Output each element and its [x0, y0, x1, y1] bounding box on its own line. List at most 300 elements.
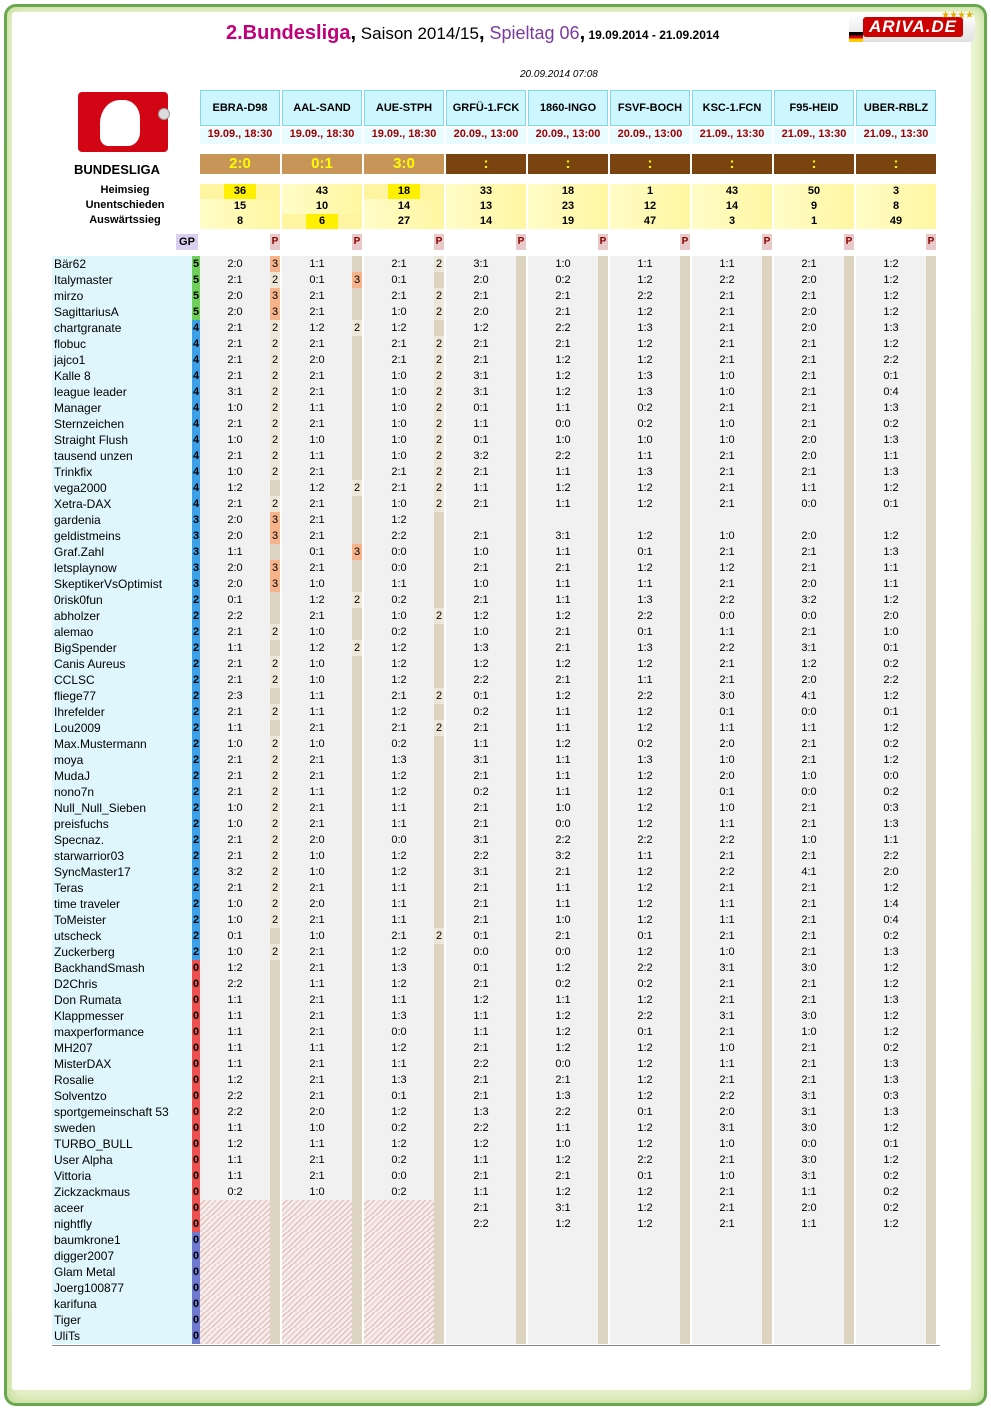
tip-points — [270, 1200, 280, 1216]
player-name[interactable]: CCLSC — [54, 673, 95, 687]
tip-value: 1:2 — [856, 1024, 926, 1040]
tip-cell — [282, 416, 362, 432]
tip-cell — [610, 928, 690, 944]
tip-points — [844, 1232, 854, 1248]
tip-cell — [200, 816, 280, 832]
tip-value: 2:0 — [200, 560, 270, 576]
tip-points — [434, 624, 444, 640]
tip-points — [270, 480, 280, 496]
tip-cell — [692, 1232, 772, 1248]
tip-cell — [446, 480, 526, 496]
player-name[interactable]: TURBO_BULL — [54, 1137, 133, 1151]
tip-cell — [200, 912, 280, 928]
tip-value: 1:3 — [364, 1072, 434, 1088]
tip-cell — [692, 304, 772, 320]
tip-points — [926, 560, 936, 576]
tip-value: 2:1 — [446, 976, 516, 992]
tip-cell — [200, 368, 280, 384]
tip-cell — [200, 1072, 280, 1088]
tip-value: 2:1 — [774, 368, 844, 384]
tip-value: 2:1 — [200, 752, 270, 768]
tip-cell — [856, 608, 936, 624]
player-name[interactable]: Ihrefelder — [54, 705, 105, 719]
tip-value: 1:2 — [364, 784, 434, 800]
tip-value: 1:0 — [692, 384, 762, 400]
tip-cell — [528, 256, 608, 272]
tip-value — [856, 1264, 926, 1280]
tip-cell — [528, 1328, 608, 1344]
player-name[interactable]: mirzo — [54, 289, 84, 303]
tip-value: 1:2 — [610, 528, 680, 544]
tip-points — [352, 1312, 362, 1328]
player-name[interactable]: Solventzo — [54, 1089, 107, 1103]
tip-points — [270, 720, 280, 736]
tip-points — [598, 912, 608, 928]
tip-cell — [774, 320, 854, 336]
match-team-pair[interactable]: F95-HEID — [774, 90, 854, 126]
tip-value: 2:0 — [774, 272, 844, 288]
tip-value: 2:1 — [774, 800, 844, 816]
tip-points — [762, 1200, 772, 1216]
tip-cell — [692, 1264, 772, 1280]
tip-value: 2:1 — [446, 880, 516, 896]
tip-cell — [200, 432, 280, 448]
player-name[interactable]: gardenia — [54, 513, 101, 527]
player-name[interactable]: nono7n — [54, 785, 95, 799]
tip-value: 1:2 — [200, 960, 270, 976]
tip-points — [844, 608, 854, 624]
tip-value: 0:1 — [856, 640, 926, 656]
tip-value: 1:2 — [610, 272, 680, 288]
player-name[interactable]: Teras — [54, 881, 84, 895]
tip-value: 0:4 — [856, 912, 926, 928]
tip-value — [446, 1312, 516, 1328]
tip-cell — [200, 288, 280, 304]
player-name[interactable]: Xetra-DAX — [54, 497, 112, 511]
tip-value: 2:1 — [282, 1008, 352, 1024]
tip-cell — [282, 1328, 362, 1344]
match-kickoff: 20.09., 13:00 — [610, 128, 690, 144]
player-gp: 3 — [192, 578, 200, 590]
tip-value: 2:0 — [774, 672, 844, 688]
tip-points — [762, 368, 772, 384]
tip-value: 2:1 — [692, 992, 762, 1008]
tip-value — [856, 1296, 926, 1312]
tip-value: 0:0 — [774, 704, 844, 720]
player-name[interactable]: time traveler — [54, 897, 121, 911]
tip-value — [610, 512, 680, 528]
player-name[interactable]: MH207 — [54, 1041, 93, 1055]
tip-value: 2:1 — [446, 1088, 516, 1104]
player-name[interactable]: Sternzeichen — [54, 417, 125, 431]
tip-cell — [692, 1024, 772, 1040]
player-gp: 0 — [192, 1074, 200, 1086]
tip-value: 1:3 — [610, 368, 680, 384]
table-row — [52, 512, 940, 528]
tip-points — [762, 912, 772, 928]
tip-value: 1:0 — [774, 832, 844, 848]
tip-cell — [364, 928, 444, 944]
tip-value: 1:2 — [856, 752, 926, 768]
player-name[interactable]: Tiger — [54, 1313, 81, 1327]
tip-cell — [528, 1248, 608, 1264]
tip-value: 2:1 — [692, 496, 762, 512]
tip-cell — [446, 1280, 526, 1296]
player-name[interactable]: digger2007 — [54, 1249, 115, 1263]
tip-cell — [528, 448, 608, 464]
tip-cell — [692, 688, 772, 704]
tip-cell — [200, 1056, 280, 1072]
tip-value: 1:1 — [774, 480, 844, 496]
match-team-pair[interactable]: FSVF-BOCH — [610, 90, 690, 126]
player-name[interactable]: SkeptikerVsOptimist — [54, 577, 163, 591]
tip-cell — [364, 832, 444, 848]
tip-cell — [610, 1328, 690, 1344]
logo-word-a: BUNDES — [74, 162, 129, 177]
player-name[interactable]: aceer — [54, 1201, 85, 1215]
player-name[interactable]: Max.Mustermann — [54, 737, 147, 751]
player-gp: 0 — [192, 1154, 200, 1166]
tip-value: 1:1 — [528, 496, 598, 512]
tip-value: 1:3 — [610, 640, 680, 656]
tip-value: 1:2 — [610, 1120, 680, 1136]
tip-cell — [692, 800, 772, 816]
tip-points — [270, 1248, 280, 1264]
tip-cell — [692, 528, 772, 544]
count-away-win: 27 — [364, 214, 444, 229]
player-name[interactable]: abholzer — [54, 609, 101, 623]
tip-points — [598, 368, 608, 384]
tip-cell — [610, 704, 690, 720]
tip-value: 1:0 — [610, 432, 680, 448]
tip-points — [434, 1312, 444, 1328]
player-name[interactable]: Kalle 8 — [54, 369, 91, 383]
tip-points — [516, 512, 526, 528]
player-name[interactable]: utscheck — [54, 929, 102, 943]
tip-points: 2 — [271, 450, 279, 462]
tip-points — [680, 1328, 690, 1344]
tip-points — [926, 1072, 936, 1088]
tip-points — [844, 672, 854, 688]
tip-cell — [610, 1104, 690, 1120]
tip-cell — [446, 1024, 526, 1040]
tip-value: 1:1 — [364, 912, 434, 928]
player-name[interactable]: nightfly — [54, 1217, 93, 1231]
player-gp: 2 — [192, 898, 200, 910]
player-name[interactable]: vega2000 — [54, 481, 107, 495]
tip-points — [926, 1088, 936, 1104]
tip-value: 1:2 — [610, 896, 680, 912]
tip-points — [844, 1104, 854, 1120]
tip-value: 2:1 — [282, 464, 352, 480]
tip-points — [434, 1168, 444, 1184]
tip-cell — [364, 416, 444, 432]
match-team-pair[interactable]: EBRA-D98 — [200, 90, 280, 126]
match-team-pair[interactable]: UBER-RBLZ — [856, 90, 936, 126]
tip-points — [434, 1104, 444, 1120]
player-name[interactable]: ToMeister — [54, 913, 107, 927]
tip-points — [434, 704, 444, 720]
player-name[interactable]: sportgemeinschaft 53 — [54, 1105, 169, 1119]
match-kickoff: 21.09., 13:30 — [774, 128, 854, 144]
tip-value: 2:1 — [446, 336, 516, 352]
tip-cell — [446, 896, 526, 912]
player-name[interactable]: Manager — [54, 401, 102, 415]
tip-value: 2:0 — [200, 528, 270, 544]
player-gp: 3 — [192, 514, 200, 526]
tip-points: 2 — [271, 498, 279, 510]
tip-points — [270, 1136, 280, 1152]
tip-points — [598, 880, 608, 896]
tip-value: 2:1 — [774, 416, 844, 432]
player-gp: 0 — [192, 1250, 200, 1262]
tip-value: 1:2 — [200, 1072, 270, 1088]
tip-points — [598, 544, 608, 560]
player-name[interactable]: Vittoria — [54, 1169, 92, 1183]
tip-cell — [200, 464, 280, 480]
tip-value: 0:2 — [610, 400, 680, 416]
tip-value: 1:2 — [610, 304, 680, 320]
player-name[interactable]: jajco1 — [54, 353, 86, 367]
tip-cell — [610, 320, 690, 336]
tip-value: 2:1 — [282, 1072, 352, 1088]
tip-points — [598, 512, 608, 528]
player-name[interactable]: Null_Null_Sieben — [54, 801, 147, 815]
tip-points — [680, 1168, 690, 1184]
tip-cell — [856, 1040, 936, 1056]
player-name[interactable]: Straight Flush — [54, 433, 129, 447]
tip-points — [844, 832, 854, 848]
player-gp: 0 — [192, 1266, 200, 1278]
tip-cell — [200, 1200, 280, 1216]
tip-value: 2:2 — [692, 272, 762, 288]
player-name[interactable]: Rosalie — [54, 1073, 95, 1087]
player-name[interactable]: Zuckerberg — [54, 945, 115, 959]
tip-cell — [364, 464, 444, 480]
tip-value: 1:3 — [856, 944, 926, 960]
tip-cell — [692, 624, 772, 640]
table-row — [52, 960, 940, 976]
tip-points — [352, 1248, 362, 1264]
player-name[interactable]: Italymaster — [54, 273, 113, 287]
tip-cell — [446, 560, 526, 576]
player-name[interactable]: Trinkfix — [54, 465, 93, 479]
player-name[interactable]: Klappmesser — [54, 1009, 125, 1023]
player-name[interactable]: letsplaynow — [54, 561, 117, 575]
match-team-pair[interactable]: KSC-1.FCN — [692, 90, 772, 126]
tip-points — [762, 256, 772, 272]
match-kickoff: 20.09., 13:00 — [528, 128, 608, 144]
no-tip-hatch — [200, 1264, 270, 1280]
tip-points — [598, 1072, 608, 1088]
tip-cell — [364, 672, 444, 688]
tip-value: 1:1 — [856, 576, 926, 592]
tip-value: 2:0 — [200, 576, 270, 592]
tip-points: 2 — [435, 930, 443, 942]
count-draw: 15 — [200, 199, 280, 214]
tip-value: 1:0 — [282, 624, 352, 640]
tip-points — [926, 480, 936, 496]
tip-points — [680, 784, 690, 800]
player-name[interactable]: SagittariusA — [54, 305, 119, 319]
player-name[interactable]: maxperformance — [54, 1025, 145, 1039]
count-draw: 8 — [856, 199, 936, 214]
tip-cell — [692, 816, 772, 832]
tip-cell — [610, 336, 690, 352]
player-gp: 5 — [192, 306, 200, 318]
player-name[interactable]: preisfuchs — [54, 817, 109, 831]
player-name[interactable]: User Alpha — [54, 1153, 113, 1167]
player-name[interactable]: starwarrior03 — [54, 849, 125, 863]
player-name[interactable]: Specnaz. — [54, 833, 105, 847]
tip-cell — [692, 336, 772, 352]
tip-points: 2 — [271, 274, 279, 286]
tip-points — [680, 1056, 690, 1072]
player-name[interactable]: fliege77 — [54, 689, 97, 703]
tip-cell — [528, 352, 608, 368]
tip-cell — [774, 880, 854, 896]
tip-cell — [856, 1056, 936, 1072]
player-name[interactable]: moya — [54, 753, 84, 767]
tip-points: 2 — [435, 610, 443, 622]
player-name[interactable]: SyncMaster17 — [54, 865, 131, 879]
tip-cell — [200, 976, 280, 992]
tip-points — [680, 400, 690, 416]
tip-value: 0:2 — [200, 1184, 270, 1200]
ariva-logo[interactable] — [849, 10, 975, 42]
tip-points — [762, 480, 772, 496]
tip-points — [844, 496, 854, 512]
tip-points — [844, 432, 854, 448]
tip-cell — [528, 560, 608, 576]
tip-value: 0:1 — [282, 272, 352, 288]
player-name[interactable]: league leader — [54, 385, 127, 399]
count-draw: 13 — [446, 199, 526, 214]
player-name[interactable]: D2Chris — [54, 977, 98, 991]
tip-points — [352, 912, 362, 928]
tip-points — [926, 992, 936, 1008]
tip-value: 2:1 — [446, 1200, 516, 1216]
player-name[interactable]: chartgranate — [54, 321, 122, 335]
tip-points: 2 — [271, 354, 279, 366]
player-name[interactable]: Lou2009 — [54, 721, 101, 735]
table-row — [52, 864, 940, 880]
player-name[interactable]: karifuna — [54, 1297, 97, 1311]
tip-value: 1:2 — [528, 1040, 598, 1056]
tip-points — [926, 848, 936, 864]
player-name[interactable]: sweden — [54, 1121, 96, 1135]
player-name[interactable]: Don Rumata — [54, 993, 122, 1007]
tip-cell — [364, 512, 444, 528]
player-name[interactable]: Canis Aureus — [54, 657, 126, 671]
tip-points — [516, 288, 526, 304]
tip-points — [926, 1216, 936, 1232]
tip-value: 2:2 — [856, 848, 926, 864]
player-silhouette-icon — [100, 100, 140, 146]
match-team-pair[interactable]: GRFÜ-1.FCK — [446, 90, 526, 126]
tip-cell — [446, 496, 526, 512]
player-name[interactable]: BigSpender — [54, 641, 117, 655]
match-team-pair[interactable]: AUE-STPH — [364, 90, 444, 126]
logo-word-b: LIGA — [128, 162, 160, 177]
tip-value: 1:2 — [856, 1216, 926, 1232]
tip-points — [762, 848, 772, 864]
tip-cell — [856, 1296, 936, 1312]
player-name[interactable]: Joerg100877 — [54, 1281, 125, 1295]
player-name[interactable]: baumkrone1 — [54, 1233, 121, 1247]
player-name[interactable]: Bär62 — [54, 257, 87, 271]
tip-cell — [856, 672, 936, 688]
tip-points — [352, 1008, 362, 1024]
tip-value: 1:3 — [856, 1056, 926, 1072]
player-name[interactable]: Graf.Zahl — [54, 545, 105, 559]
tip-points — [680, 944, 690, 960]
tip-value: 1:0 — [364, 304, 434, 320]
tip-value: 2:1 — [282, 1024, 352, 1040]
brand-text: ARIVA.DE — [863, 17, 963, 37]
tip-points — [926, 1184, 936, 1200]
player-name[interactable]: alemao — [54, 625, 94, 639]
tip-cell — [692, 256, 772, 272]
tip-points — [434, 1056, 444, 1072]
tip-points: 2 — [271, 866, 279, 878]
player-name[interactable]: flobuc — [54, 337, 87, 351]
tip-points — [352, 1184, 362, 1200]
match-team-pair[interactable]: 1860-INGO — [528, 90, 608, 126]
tip-value: 0:0 — [856, 768, 926, 784]
tip-value: 2:1 — [282, 992, 352, 1008]
tip-value: 1:0 — [856, 624, 926, 640]
tip-points — [762, 448, 772, 464]
tip-value: 2:1 — [692, 848, 762, 864]
tip-points — [680, 1232, 690, 1248]
no-tip-hatch — [364, 1312, 434, 1328]
player-name[interactable]: 0risk0fun — [54, 593, 103, 607]
count-away-win: 8 — [200, 214, 280, 229]
player-name[interactable]: MisterDAX — [54, 1057, 112, 1071]
tip-points — [352, 1264, 362, 1280]
tip-cell — [774, 368, 854, 384]
tip-cell — [774, 496, 854, 512]
no-tip-hatch — [364, 1264, 434, 1280]
player-name[interactable]: Zickzackmaus — [54, 1185, 131, 1199]
tip-cell — [282, 1232, 362, 1248]
player-name[interactable]: tausend unzen — [54, 449, 133, 463]
player-name[interactable]: Glam Metal — [54, 1265, 116, 1279]
player-name[interactable]: UliTs — [54, 1329, 80, 1343]
match-team-pair[interactable]: AAL-SAND — [282, 90, 362, 126]
tip-points — [926, 1296, 936, 1312]
tip-points — [352, 464, 362, 480]
tip-value: 1:1 — [528, 704, 598, 720]
tip-value: 1:2 — [200, 480, 270, 496]
tip-points — [680, 608, 690, 624]
tip-value: 2:1 — [364, 288, 434, 304]
player-name[interactable]: BackhandSmash — [54, 961, 145, 975]
tip-value — [856, 1248, 926, 1264]
tip-cell — [200, 512, 280, 528]
tip-value: 1:1 — [528, 880, 598, 896]
tip-cell — [610, 432, 690, 448]
tip-cell — [692, 272, 772, 288]
tip-cell — [282, 880, 362, 896]
player-name[interactable]: MudaJ — [54, 769, 91, 783]
match-result: : — [610, 154, 690, 174]
tip-points — [680, 496, 690, 512]
tip-value: 1:2 — [774, 656, 844, 672]
tip-points — [516, 1248, 526, 1264]
player-name[interactable]: geldistmeins — [54, 529, 121, 543]
